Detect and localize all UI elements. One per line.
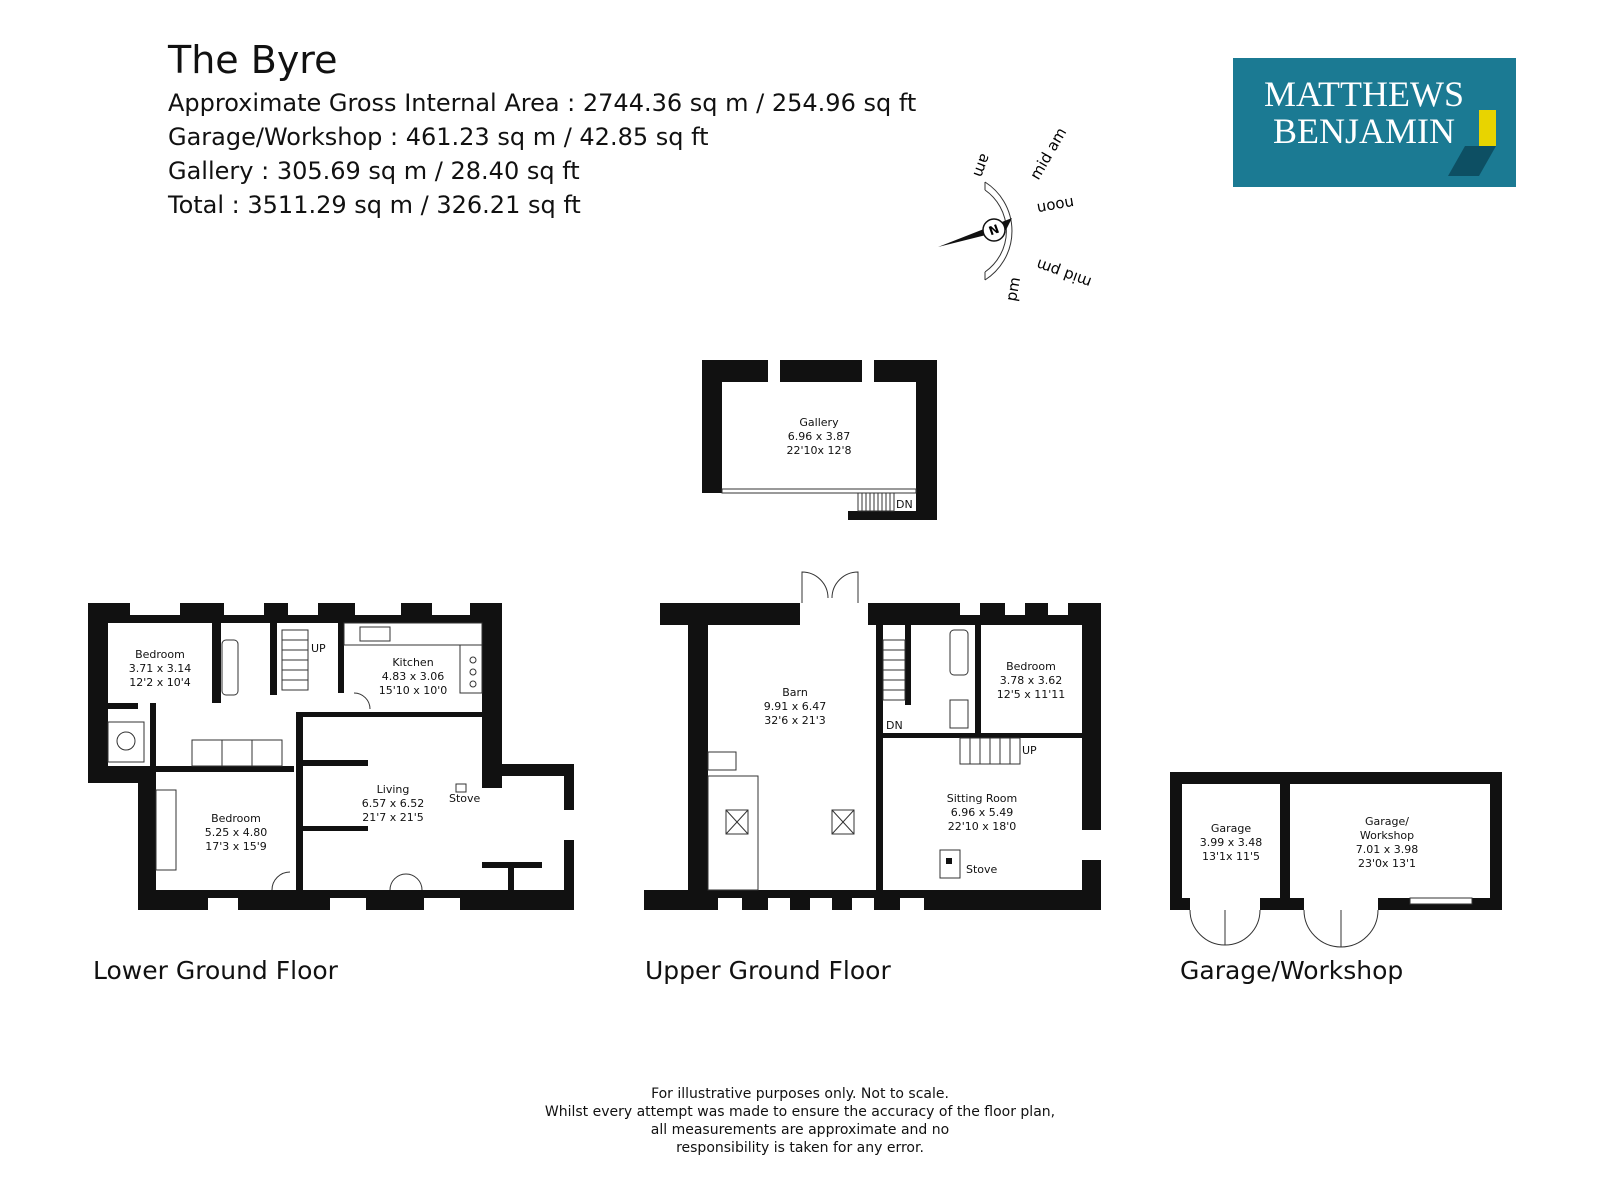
lg-bedroom2-metric: 5.25 x 4.80 [204,826,268,839]
compass-label-pm: pm [1002,275,1025,303]
upper-stair-dn-label: DN [886,719,903,732]
living-stove-label: Stove [449,792,481,805]
disclaimer-line-4: responsibility is taken for any error. [676,1140,924,1156]
disclaimer-line-1: For illustrative purposes only. Not to scale. [651,1086,949,1102]
disclaimer [500,1085,1100,1157]
lg-bedroom1-metric: 3.71 x 3.14 [128,662,192,675]
ug-bedroom-imperial: 12'5 x 11'11 [996,688,1066,701]
lg-bedroom1-name: Bedroom [135,648,185,661]
upper-stair-up [960,738,1020,764]
compass-label-am: am [969,151,995,180]
property-title: The Byre [168,38,338,82]
lg-bedroom2-imperial: 17'3 x 15'9 [205,840,267,853]
gallery-imperial: 22'10x 12'8 [786,444,852,457]
garage-metric: 3.99 x 3.48 [1199,836,1263,849]
logo-line1: MATTHEWS [1264,74,1464,114]
garage-area-line: Garage/Workshop : 461.23 sq m / 42.85 sq ft [168,123,709,151]
sun-compass [938,124,1094,302]
compass-label-noon: noon [1035,193,1076,218]
gallery-area-line: Gallery : 305.69 sq m / 28.40 sq ft [168,157,580,185]
compass-label-mid-pm: mid pm [1033,255,1094,292]
garage-workshop-plan [1170,772,1502,947]
living-imperial: 21'7 x 21'5 [362,811,424,824]
living-metric: 6.57 x 6.52 [361,797,425,810]
sitting-stove-label: Stove [966,863,998,876]
garage-name: Garage [1210,822,1252,835]
lower-stair-label: UP [311,642,326,655]
ug-bedroom-metric: 3.78 x 3.62 [999,674,1063,687]
disclaimer-line-3: all measurements are approximate and no [650,1122,950,1138]
lower-stair [282,630,308,690]
gallery-stair-label: DN [896,498,913,511]
gallery-stair [858,493,894,511]
upper-ground-floor-plan [644,572,1101,910]
workshop-name2: Workshop [1359,829,1415,842]
gallery-metric: 6.96 x 3.87 [787,430,851,443]
floor-label-garage: Garage/Workshop [1180,956,1404,985]
lg-bedroom1-imperial: 12'2 x 10'4 [129,676,191,689]
lower-ground-floor-plan [88,603,574,910]
floor-label-lower: Lower Ground Floor [93,956,338,985]
garage-imperial: 13'1x 11'5 [1201,850,1261,863]
upper-stair-dn [883,640,905,700]
upper-stair-up-label: UP [1022,744,1037,757]
kitchen-imperial: 15'10 x 10'0 [378,684,448,697]
kitchen-metric: 4.83 x 3.06 [381,670,445,683]
gallery-name: Gallery [799,416,839,429]
ug-bedroom-name: Bedroom [1006,660,1056,673]
total-area-line: Total : 3511.29 sq m / 326.21 sq ft [168,191,581,219]
lg-bedroom2-name: Bedroom [211,812,261,825]
barn-metric: 9.91 x 6.47 [763,700,827,713]
kitchen-name: Kitchen [392,656,434,669]
gross-area-line: Approximate Gross Internal Area : 2744.36 sq m / 254.96 sq ft [168,89,917,117]
workshop-metric: 7.01 x 3.98 [1355,843,1419,856]
sitting-room-imperial: 22'10 x 18'0 [947,820,1017,833]
barn-name: Barn [782,686,808,699]
north-label: N [986,221,1002,239]
sitting-room-metric: 6.96 x 5.49 [950,806,1014,819]
workshop-imperial: 23'0x 13'1 [1357,857,1417,870]
logo-line2: BENJAMIN [1272,111,1456,151]
floor-label-upper: Upper Ground Floor [645,956,891,985]
gallery-plan [702,360,937,520]
barn-imperial: 32'6 x 21'3 [764,714,826,727]
compass-label-mid-am: mid am [1026,124,1071,183]
workshop-name: Garage/ [1365,815,1409,828]
disclaimer-line-2: Whilst every attempt was made to ensure the accuracy of the floor plan, [544,1104,1056,1120]
sitting-room-name: Sitting Room [946,792,1018,805]
living-name: Living [376,783,410,796]
